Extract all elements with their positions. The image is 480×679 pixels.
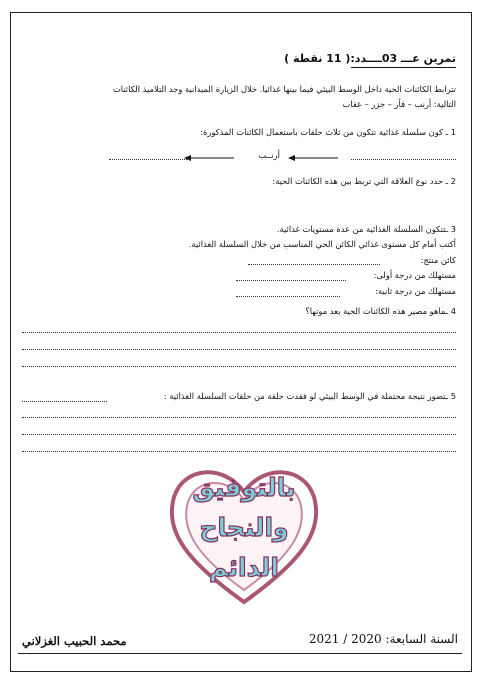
consumer-2-blank[interactable] — [236, 296, 340, 297]
question-3-instruction: أكتب أمام كل مستوى غذائي الكائن الحي المناسب من خلال السلسلة الغذائية. — [188, 239, 456, 249]
title-underline — [351, 67, 456, 68]
intro-line-2: التالية: أرنب – فأر – جزر – عقاب — [342, 99, 456, 109]
question-2: 2 ـ حدد نوع العلاقة التي تربط بين هذه الكائنات الحية: — [272, 176, 456, 186]
question-1: 1 ـ كون سلسلة غذائية تتكون من ثلاث حلقات باستعمال الكائنات المذكورة: — [200, 127, 456, 137]
intro-line-1: تترابط الكائنات الحية داخل الوسط البيئي فيما بينها غذائيا. خلال الزيارة الميدانية وجد التلاميذ الكائنات — [112, 84, 456, 94]
producer-blank[interactable] — [248, 264, 380, 265]
good-luck-text — [158, 468, 330, 588]
good-luck-line-1: بالتوفيق — [192, 473, 296, 502]
answer-blank[interactable] — [109, 159, 191, 160]
answer-line[interactable] — [22, 434, 456, 435]
consumer-1-label: مستهلك من درجة أولى: — [373, 270, 456, 280]
answer-blank[interactable] — [351, 159, 456, 160]
teacher-name: محمد الحبيب الغزلاني — [22, 634, 127, 648]
exercise-title: تمرين عـــ 03ــــدد:( 11 نقطة ) — [284, 52, 456, 65]
school-year: السنة السابعة: 2020 / 2021 — [308, 632, 458, 646]
arrow-left-icon — [184, 153, 234, 163]
consumer-2-label: مستهلك من درجة ثانية: — [375, 286, 456, 296]
question-4: 4 ـماهو مصير هذه الكائنات الحية بعد موتها؟ — [305, 306, 456, 316]
question-5: 5 ـتصور نتيجة محتملة في الوسط البيئي لو فقدت حلقة من حلقات السلسلة الغذائية : — [163, 391, 456, 401]
answer-blank[interactable] — [22, 401, 107, 402]
answer-line[interactable] — [22, 332, 456, 333]
chain-rabbit: أرنــب — [258, 150, 280, 160]
good-luck-line-2: والنجاح — [199, 513, 289, 542]
arrow-left-icon — [288, 153, 338, 163]
answer-line[interactable] — [22, 417, 456, 418]
consumer-1-blank[interactable] — [236, 280, 346, 281]
answer-line[interactable] — [22, 349, 456, 350]
food-chain — [24, 150, 456, 164]
good-luck-line-3: الدائم — [209, 553, 279, 582]
answer-line[interactable] — [22, 366, 456, 367]
question-3: 3 ـتتكون السلسلة الغذائية من عدة مستويات غذائية. — [276, 224, 456, 234]
producer-label: كائن منتج: — [420, 255, 456, 265]
footer-divider — [18, 653, 462, 654]
